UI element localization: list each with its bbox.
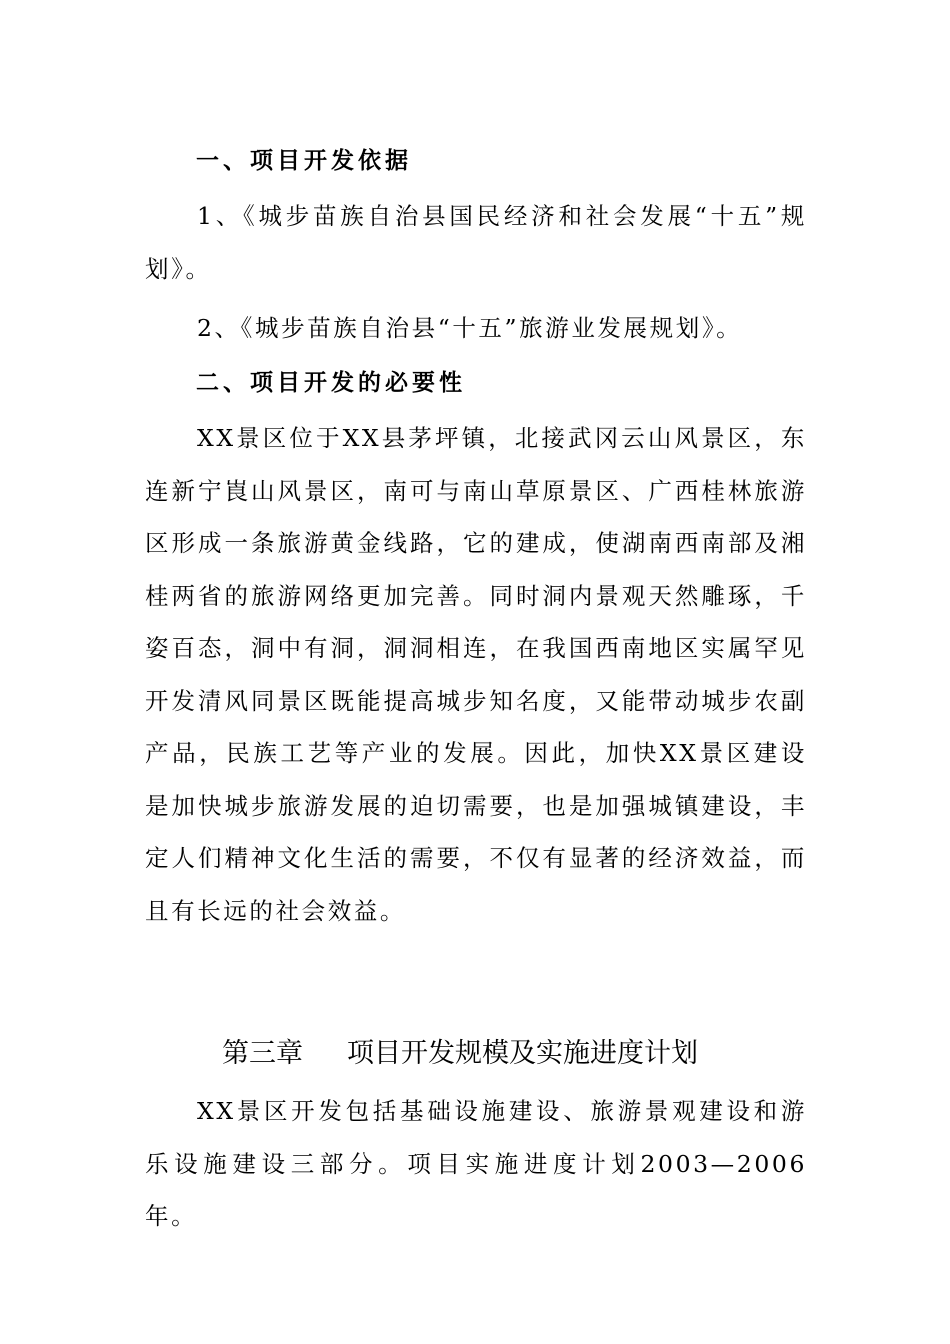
basis-item-1: 1、《城步苗族自治县国民经济和社会发展“十五”规划》。 xyxy=(145,202,807,283)
basis-item-2: 2、《城步苗族自治县“十五”旅游业发展规划》。 xyxy=(197,314,743,342)
chapter-intro-paragraph: XX景区开发包括基础设施建设、旅游景观建设和游乐设施建设三部分。项目实施进度计划2003—2006年。 xyxy=(145,1097,807,1230)
section-heading-basis: 一、项目开发依据 xyxy=(196,148,412,174)
chapter-number: 第三章 xyxy=(222,1038,303,1069)
necessity-paragraph: XX景区位于XX县茅坪镇，北接武冈云山风景区，东连新宁崀山风景区，南可与南山草原景区、广西桂林旅游区形成一条旅游黄金线路，它的建成，使湖南西南部及湘桂两省的旅游网络更加完善。同时洞内景观天然雕琢，千姿百态，洞中有洞，洞洞相连，在我国西南地区实属罕见开发清风同景区既能提高城步知名度，又能带动城步农副产品，民族工艺等产业的发展。因此，加快XX景区建设是加快城步旅游发展的迫切需要，也是加强城镇建设，丰定人们精神文化生活的需要，不仅有显著的经济效益，而且有长远的社会效益。 xyxy=(145,424,807,925)
chapter-title xyxy=(222,1036,698,1072)
section-heading-necessity: 二、项目开发的必要性 xyxy=(196,370,466,396)
chapter-name: 项目开发规模及实施进度计划 xyxy=(347,1038,698,1069)
